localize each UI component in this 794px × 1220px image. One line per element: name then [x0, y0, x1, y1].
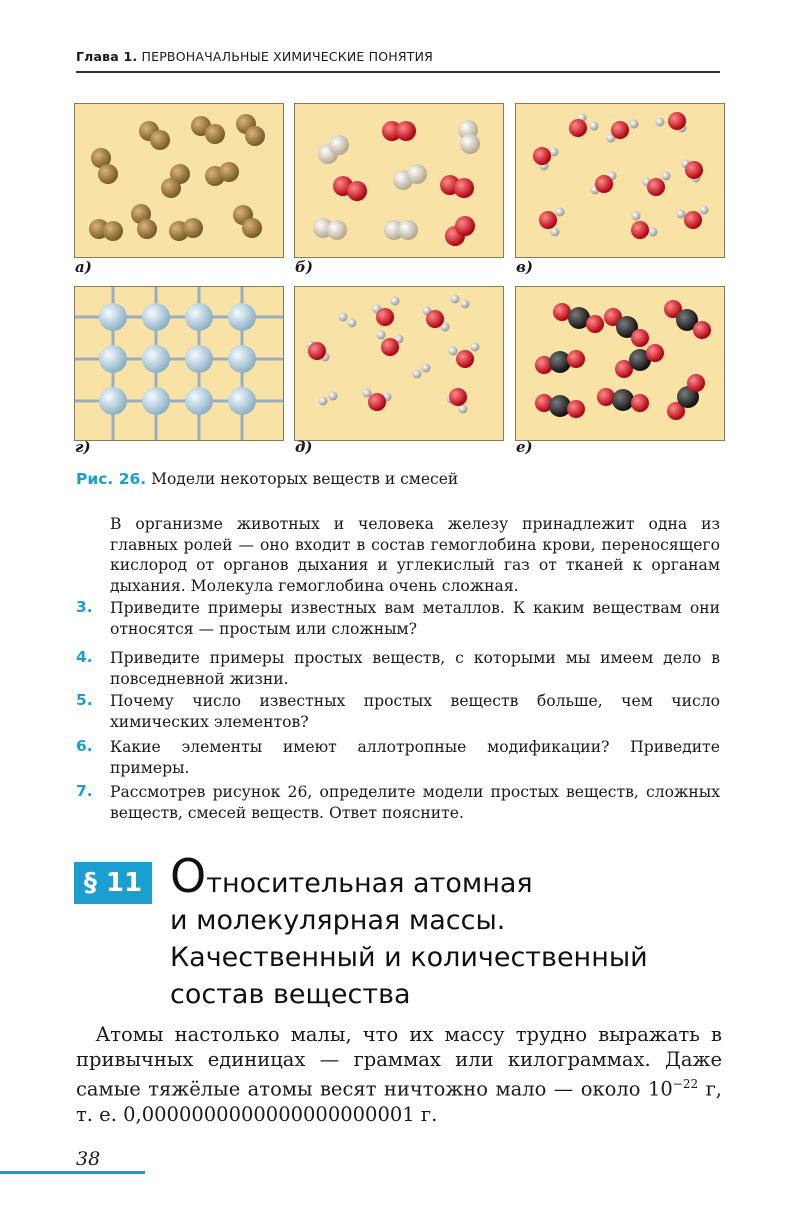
- page-number: 38: [76, 1148, 101, 1170]
- body-text-b: г, т. е. 0,0000000000000000000001 г.: [76, 1077, 722, 1126]
- question-number: 5.: [76, 691, 93, 709]
- section-title-line4: состав вещества: [170, 979, 411, 1010]
- panel-label-e: е): [516, 438, 533, 456]
- model-a-illustration: [75, 104, 284, 258]
- question-number: 4.: [76, 648, 93, 666]
- footer-accent-bar: [0, 1171, 145, 1174]
- body-paragraph: [76, 1022, 722, 1127]
- question-text: Почему число известных простых веществ больше, чем число химических элементов?: [110, 692, 720, 731]
- model-panel-d: [294, 286, 504, 441]
- model-panel-v: [515, 103, 725, 258]
- question-number: 6.: [76, 737, 93, 755]
- model-v-illustration: [516, 104, 725, 258]
- panel-label-g: г): [75, 438, 91, 456]
- question-text: Какие элементы имеют аллотропные модификации? Приведите примеры.: [110, 738, 720, 777]
- question-text: Приведите примеры известных вам металлов. К каким веществам они относятся — простым или сложным?: [110, 599, 720, 638]
- question-text: Приведите примеры простых веществ, с которыми мы имеем дело в повседневной жизни.: [110, 649, 720, 688]
- model-e-illustration: [516, 287, 725, 441]
- section-title-line1: тносительная атомная: [206, 868, 533, 899]
- panel-label-a: а): [75, 258, 92, 276]
- question-number: 7.: [76, 782, 93, 800]
- section-title-line2: и молекулярная массы.: [170, 905, 506, 936]
- section-title-initial: О: [170, 849, 207, 903]
- model-panel-e: [515, 286, 725, 441]
- section-title: [170, 849, 730, 1013]
- panel-label-d: д): [295, 438, 313, 456]
- intro-paragraph: В организме животных и человека железу принадлежит одна из главных ролей — оно входит в состав гемоглобина крови, переносящего кислород от органов дыхания и углекислый газ от тканей к органам дыхания. Молекула гемоглобина очень сложная.: [110, 515, 720, 595]
- question-text: Рассмотрев рисунок 26, определите модели простых веществ, сложных веществ, смесей веществ. Ответ поясните.: [110, 783, 720, 822]
- model-panel-b: [294, 103, 504, 258]
- section-badge: § 11: [74, 862, 152, 904]
- model-b-illustration: [295, 104, 504, 258]
- model-d-illustration: [295, 287, 504, 441]
- figure-ref: Рис. 26.: [76, 470, 147, 488]
- panel-label-v: в): [516, 258, 533, 276]
- panel-label-b: б): [295, 258, 313, 276]
- running-header: [76, 49, 720, 73]
- body-exponent: −22: [672, 1077, 699, 1091]
- model-panel-g: [74, 286, 284, 441]
- chapter-label: Глава 1.: [76, 49, 138, 64]
- body-text-a: Атомы настолько малы, что их массу трудно выражать в привычных единицах — граммах или килограммах. Даже самые тяжёлые атомы весят ничтожно мало — около 10: [76, 1023, 722, 1101]
- model-panel-a: [74, 103, 284, 258]
- figure-caption: [76, 470, 458, 488]
- question-number: 3.: [76, 598, 93, 616]
- model-g-illustration: [75, 287, 284, 441]
- figure-caption-text: Модели некоторых веществ и смесей: [151, 470, 459, 488]
- section-title-line3: Качественный и количественный: [170, 942, 648, 973]
- chapter-title: ПЕРВОНАЧАЛЬНЫЕ ХИМИЧЕСКИЕ ПОНЯТИЯ: [141, 49, 434, 64]
